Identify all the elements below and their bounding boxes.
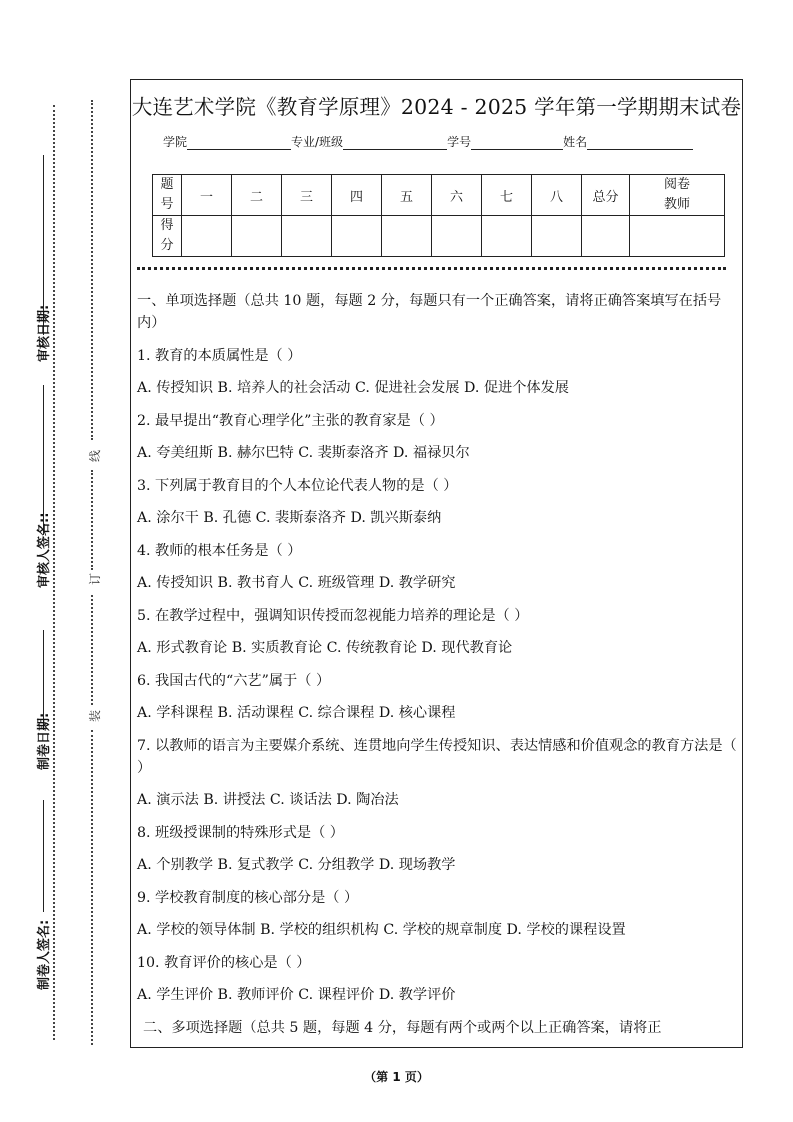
col-header-5: 五	[382, 175, 432, 216]
question-9	[137, 887, 738, 942]
question-1	[137, 345, 738, 400]
student-info-row	[163, 133, 693, 150]
question-stem: 2. 最早提出“教育心理学化”主张的教育家是（ ）	[137, 412, 444, 429]
question-stem: 10. 教育评价的核心是（ ）	[137, 954, 311, 971]
question-6	[137, 670, 738, 725]
grader-header: 阅卷 教师	[630, 175, 725, 216]
col-header-2: 二	[232, 175, 282, 216]
question-options: A. 形式教育论 B. 实质教育论 C. 传统教育论 D. 现代教育论	[137, 640, 513, 656]
header-separator	[137, 267, 726, 270]
question-stem: 1. 教育的本质属性是（ ）	[137, 347, 302, 364]
cut-dotted-line-3	[91, 595, 93, 705]
question-5	[137, 605, 738, 660]
question-stem: 3. 下列属于教育目的个人本位论代表人物的是（ ）	[137, 477, 458, 494]
cut-line-mark-1: 线	[88, 449, 102, 462]
cut-dotted-line-1	[91, 100, 93, 440]
question-options: A. 学生评价 B. 教师评价 C. 课程评价 D. 教学评价	[137, 987, 456, 1003]
question-2	[137, 410, 738, 465]
question-options: A. 传授知识 B. 教书育人 C. 班级管理 D. 教学研究	[137, 575, 456, 591]
cut-dotted-line-4	[91, 730, 93, 1045]
name-label: 姓名	[563, 135, 588, 149]
score-cell-2[interactable]	[232, 216, 282, 257]
question-options: A. 传授知识 B. 培养人的社会活动 C. 促进社会发展 D. 促进个体发展	[137, 380, 569, 396]
cut-line-mark-3: 装	[88, 709, 102, 722]
score-table	[152, 174, 725, 257]
section1-heading: 一、单项选择题（总共 10 题，每题 2 分，每题只有一个正确答案，请将正确答案填写在括号内）	[137, 293, 722, 331]
exam-content	[137, 290, 738, 1049]
col-header-6: 六	[432, 175, 482, 216]
question-options: A. 夸美纽斯 B. 赫尔巴特 C. 裴斯泰洛齐 D. 福禄贝尔	[137, 445, 470, 461]
col-header-8: 八	[532, 175, 582, 216]
col-header-4: 四	[332, 175, 382, 216]
question-options: A. 演示法 B. 讲授法 C. 谈话法 D. 陶冶法	[137, 792, 399, 808]
question-3	[137, 475, 738, 530]
score-cell-total[interactable]	[582, 216, 630, 257]
question-stem: 4. 教师的根本任务是（ ）	[137, 542, 302, 559]
score-cell-7[interactable]	[482, 216, 532, 257]
score-cell-6[interactable]	[432, 216, 482, 257]
grader-cell[interactable]	[630, 216, 725, 257]
cut-dotted-line-2	[91, 470, 93, 570]
reviewer-date-label: 审核日期:	[37, 304, 52, 362]
score-cell-4[interactable]	[332, 216, 382, 257]
question-options: A. 学科课程 B. 活动课程 C. 综合课程 D. 核心课程	[137, 705, 456, 721]
score-table-header-row	[153, 175, 725, 216]
question-10	[137, 952, 738, 1007]
exam-frame	[130, 79, 743, 1048]
question-stem: 5. 在教学过程中，强调知识传授而忽视能力培养的理论是（ ）	[137, 607, 529, 624]
score-cell-5[interactable]	[382, 216, 432, 257]
question-4	[137, 540, 738, 595]
question-options: A. 学校的领导体制 B. 学校的组织机构 C. 学校的规章制度 D. 学校的课程设置	[137, 922, 626, 938]
score-table-score-row	[153, 216, 725, 257]
score-cell-3[interactable]	[282, 216, 332, 257]
question-options: A. 个别教学 B. 复式教学 C. 分组教学 D. 现场教学	[137, 857, 456, 873]
binding-margin	[0, 0, 120, 1122]
college-label: 学院	[163, 135, 188, 149]
question-options: A. 涂尔干 B. 孔德 C. 裴斯泰洛齐 D. 凯兴斯泰纳	[137, 510, 442, 526]
maker-sign-line	[43, 800, 44, 912]
name-field[interactable]	[587, 137, 693, 150]
question-8	[137, 822, 738, 877]
student-id-label: 学号	[447, 135, 472, 149]
section2-heading: 二、多项选择题（总共 5 题，每题 4 分，每题有两个或两个以上正确答案，请将正	[143, 1019, 662, 1036]
score-cell-1[interactable]	[182, 216, 232, 257]
score-row-header: 得 分	[153, 216, 182, 257]
cut-line-mark-2: 订	[88, 572, 102, 585]
question-stem: 7. 以教师的语言为主要媒介系统、连贯地向学生传授知识、表达情感和价值观念的教育方法是（ ）	[137, 737, 737, 776]
col-header-3: 三	[282, 175, 332, 216]
major-label: 专业/班级	[291, 135, 344, 149]
outer-dotted-line	[53, 105, 55, 1040]
col-header-1: 一	[182, 175, 232, 216]
student-id-field[interactable]	[471, 137, 563, 150]
question-stem: 8. 班级授课制的特殊形式是（ ）	[137, 824, 344, 841]
question-7	[137, 735, 738, 812]
page-number: （第 1 页）	[364, 1070, 429, 1084]
col-header-total: 总分	[582, 175, 630, 216]
maker-sign-label: 制卷人签名:	[37, 919, 52, 990]
question-stem: 9. 学校教育制度的核心部分是（ ）	[137, 889, 359, 906]
question-number-header: 题 号	[153, 175, 182, 216]
college-field[interactable]	[187, 137, 291, 150]
maker-date-label: 制卷日期:	[37, 712, 52, 770]
col-header-7: 七	[482, 175, 532, 216]
reviewer-sign-label: 审核人签名::	[37, 512, 52, 588]
exam-title: 大连艺术学院《教育学原理》2024 - 2025 学年第一学期期末试卷	[131, 95, 742, 119]
major-class-field[interactable]	[343, 137, 447, 150]
question-stem: 6. 我国古代的“六艺”属于（ ）	[137, 672, 331, 689]
score-cell-8[interactable]	[532, 216, 582, 257]
